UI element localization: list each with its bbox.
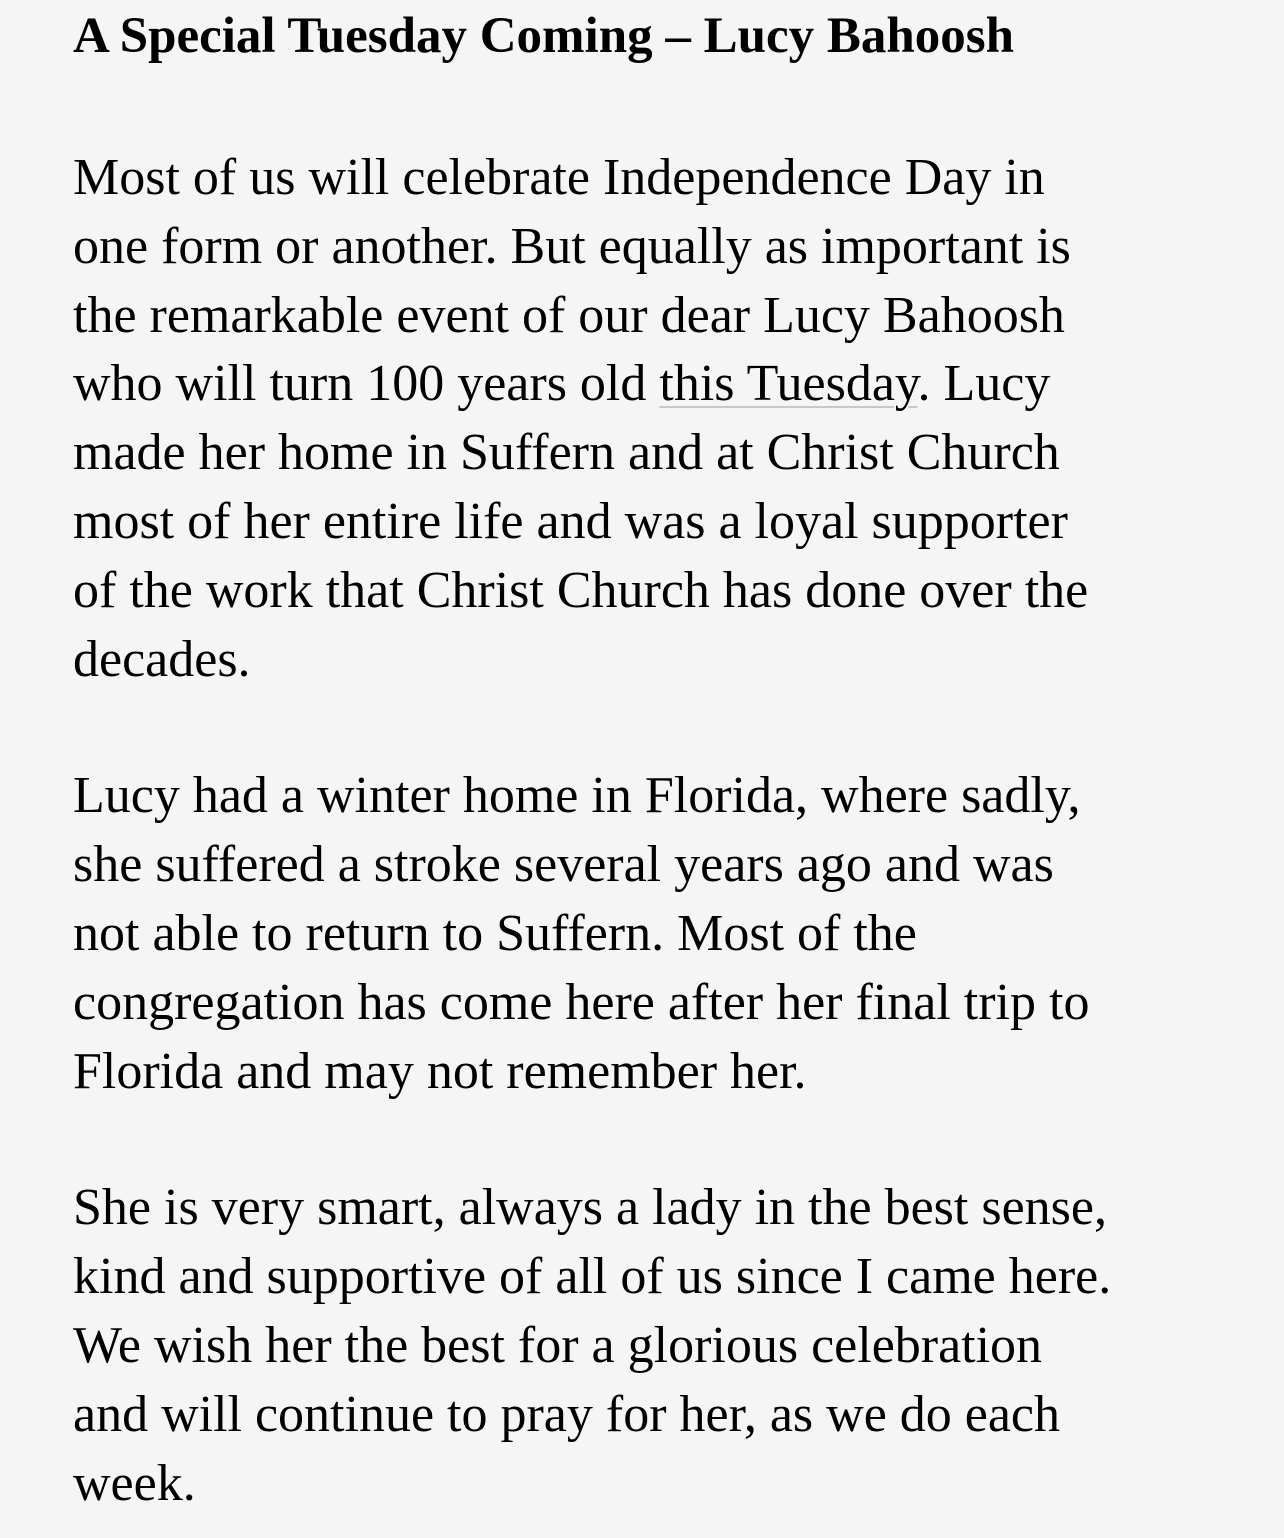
paragraph-wishes [73,1174,1263,1518]
text-line: most of her entire life and was a loyal supporter [73,492,1068,550]
text-line: decades. [73,630,251,688]
text-segment: who will turn 100 years old [73,355,660,413]
text-line: She is very smart, always a lady in the best sense, [73,1179,1107,1237]
article [73,0,1263,1518]
text-line: week. [73,1454,196,1512]
text-line: congregation has come here after her final trip to [73,973,1090,1031]
this-tuesday-link[interactable]: this Tuesday [659,355,918,413]
text-line: not able to return to Suffern. Most of the [73,904,917,962]
paragraph-florida [73,762,1263,1106]
text-line: Lucy had a winter home in Florida, where sadly, [73,767,1081,825]
text-line: Florida and may not remember her. [73,1042,807,1100]
article-title: A Special Tuesday Coming – Lucy Bahoosh [73,8,1014,64]
text-line: We wish her the best for a glorious celebration [73,1316,1043,1374]
text-line: made her home in Suffern and at Christ Church [73,424,1060,482]
text-line: Most of us will celebrate Independence Day in [73,149,1045,206]
text-line [73,350,1263,419]
text-segment: . Lucy [917,355,1051,413]
text-line: one form or another. But equally as important is [73,217,1071,275]
text-line: she suffered a stroke several years ago and was [73,836,1054,894]
text-line: of the work that Christ Church has done over the [73,561,1089,619]
text-line: and will continue to pray for her, as we do each [73,1385,1061,1443]
text-line: kind and supportive of all of us since I came here. [73,1248,1112,1306]
paragraph-birthday [73,144,1263,694]
text-line: the remarkable event of our dear Lucy Bahoosh [73,286,1065,344]
